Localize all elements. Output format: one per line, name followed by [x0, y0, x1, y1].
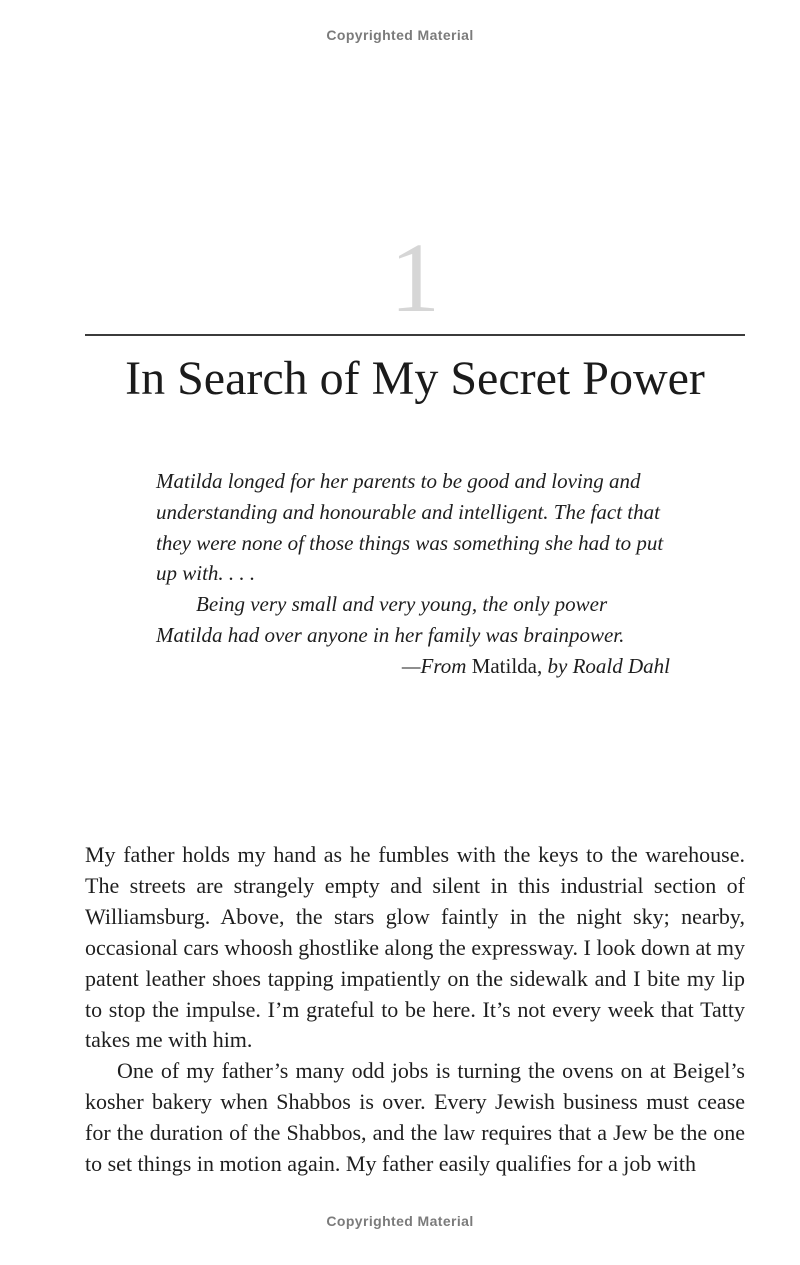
- epigraph-attribution: [156, 651, 670, 682]
- chapter-title-rule: [85, 334, 745, 336]
- copyright-notice-bottom: Copyrighted Material: [326, 1213, 474, 1229]
- body-text-block: [85, 840, 745, 1180]
- chapter-title: In Search of My Secret Power: [125, 352, 705, 405]
- chapter-number: 1: [390, 222, 440, 333]
- epigraph-paragraph-2: Being very small and very young, the only power Matilda had over anyone in her family was brainpower.: [156, 592, 625, 647]
- body-paragraph-1: My father holds my hand as he fumbles with the keys to the warehouse. The streets are strangely empty and silent in this industrial section of Williamsburg. Above, the stars glow faintly in the night sky; nearby, occasional cars whoosh ghostlike along the expressway. I look down at my patent leather shoes tapping impatiently on the sidewalk and I bite my lip to stop the impulse. I’m grateful to be here. It’s not every week that Tatty takes me with him.: [85, 842, 745, 1053]
- attribution-byline: by Roald Dahl: [542, 653, 670, 678]
- attribution-work-title: Matilda,: [471, 653, 543, 678]
- attribution-dash-prefix: —From: [401, 653, 472, 678]
- epigraph-paragraph-1: Matilda longed for her parents to be good and loving and understanding and honourable and intelligent. The fact that they were none of those things was something she had to put up with. . . .: [156, 469, 664, 586]
- copyright-notice-top: Copyrighted Material: [326, 27, 474, 43]
- body-paragraph-2: One of my father’s many odd jobs is turning the ovens on at Beigel’s kosher bakery when Shabbos is over. Every Jewish business must cease for the duration of the Shabbos, and the law requires that a Jew be the one to set things in motion again. My father easily qualifies for a job with: [85, 1058, 745, 1177]
- epigraph-block: [156, 466, 670, 682]
